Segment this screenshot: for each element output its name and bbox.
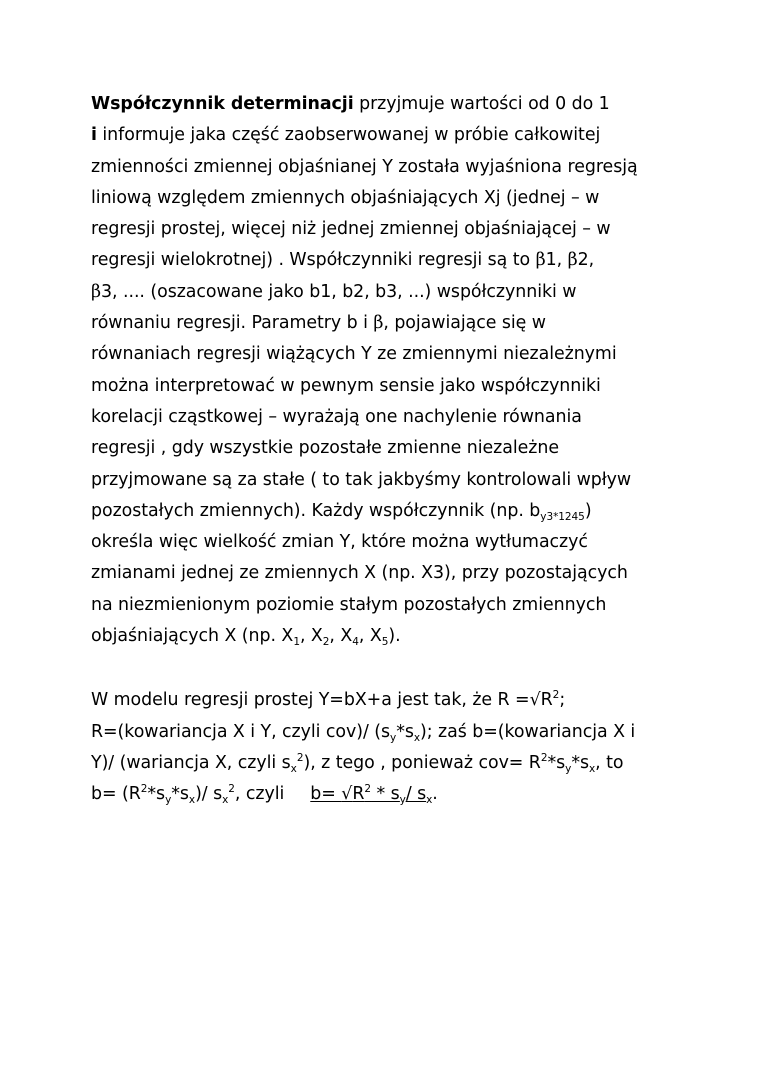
- beta-symbol: β: [373, 313, 384, 334]
- superscript: 2: [140, 783, 148, 796]
- text-line: liniową względem zmiennych objaśniających Xj (jednej – w: [91, 187, 600, 208]
- subscript: 4: [352, 636, 359, 649]
- subscript: x: [222, 794, 229, 807]
- text-line: zmianami jednej ze zmiennych X (np. X3), przy pozostających: [91, 563, 628, 584]
- sqrt-symbol: √: [341, 784, 353, 805]
- text-line: równaniu regresji. Parametry b i β, pojawiające się w: [91, 313, 546, 334]
- text-line: równaniach regresji wiążących Y ze zmiennymi niezależnymi: [91, 344, 617, 365]
- subscript: 2: [322, 636, 330, 649]
- conjunction-bold: i: [91, 125, 97, 146]
- text-line: W modelu regresji prostej Y=bX+a jest tak, że $R =√R^2$;: [91, 689, 566, 711]
- sqrt-symbol: √: [529, 690, 541, 711]
- subscript: x: [188, 794, 196, 807]
- superscript: 2: [540, 751, 548, 764]
- superscript: 2: [296, 751, 304, 764]
- text-line: przyjmowane są za stałe ( to tak jakbyśmy kontrolowali wpływ: [91, 469, 632, 490]
- subscript: x: [413, 731, 421, 744]
- subscript: y: [399, 794, 406, 807]
- text-line: β3, .... (oszacowane jako b1, b2, b3, ...) współczynniki w: [91, 281, 577, 302]
- text-line: regresji wielokrotnej) . Współczynniki regresji są to β1, β2,: [91, 250, 595, 271]
- text-line: Współczynnik determinacji przyjmuje wartości od 0 do 1: [91, 94, 610, 114]
- beta-symbol: β: [567, 250, 578, 271]
- text-line: pozostałych zmiennych). Każdy współczynnik (np. $b_{y3*1245}$): [91, 500, 592, 523]
- subscript: 5: [381, 636, 389, 649]
- beta-symbol: β: [535, 250, 546, 271]
- paragraph-simple-regression: [91, 685, 681, 810]
- text-line: zmienności zmiennej objaśnianej Y została wyjaśniona regresją: [91, 156, 638, 177]
- beta-symbol: β: [91, 281, 102, 302]
- subscript: y: [565, 762, 572, 775]
- text-line: $b= (R^2*s_y*s_x)/$ $s_x^2$, czyli $b= √R^2 * s_y/$ $s_x$.: [91, 783, 438, 807]
- underlined-formula: $b= √R^2 * s_y/$ $s_x$: [310, 783, 433, 807]
- subscript: y: [165, 794, 172, 807]
- document-body: [91, 89, 681, 811]
- text-line: korelacji cząstkowej – wyrażają one nachylenie równania: [91, 406, 582, 427]
- text-line: regresji , gdy wszystkie pozostałe zmienne niezależne: [91, 438, 559, 459]
- superscript: 2: [364, 783, 372, 796]
- text-line: można interpretować w pewnym sensie jako współczynniki: [91, 375, 601, 396]
- subscript: y3*1245: [540, 510, 585, 523]
- text-line: określa więc wielkość zmian Y, które można wytłumaczyć: [91, 532, 588, 553]
- subscript: y: [390, 731, 397, 744]
- paragraph-gap: [91, 652, 681, 685]
- text-line: R=(kowariancja X i Y, czyli cov)/ $(s_y*s_x)$; zaś b=(kowariancja X i: [91, 721, 636, 744]
- superscript: 2: [228, 783, 235, 796]
- term-bold: Współczynnik determinacji: [91, 94, 354, 114]
- text-line: Y)/ (wariancja X, czyli $s_x^2$), z tego , ponieważ $cov= R^2*s_y*s_x$, to: [91, 751, 624, 775]
- subscript: x: [588, 762, 596, 775]
- text-line: objaśniających X (np. $X_1$, $X_2$, $X_4$, $X_5$).: [91, 626, 401, 649]
- subscript: x: [426, 794, 433, 807]
- text-line: regresji prostej, więcej niż jednej zmiennej objaśniającej – w: [91, 219, 611, 240]
- subscript: x: [290, 762, 297, 775]
- text-line: na niezmienionym poziomie stałym pozostałych zmiennych: [91, 594, 607, 615]
- subscript: 1: [293, 636, 300, 649]
- text-line: i informuje jaka część zaobserwowanej w próbie całkowitej: [91, 125, 601, 146]
- superscript: 2: [552, 689, 560, 702]
- paragraph-determination: [91, 89, 681, 652]
